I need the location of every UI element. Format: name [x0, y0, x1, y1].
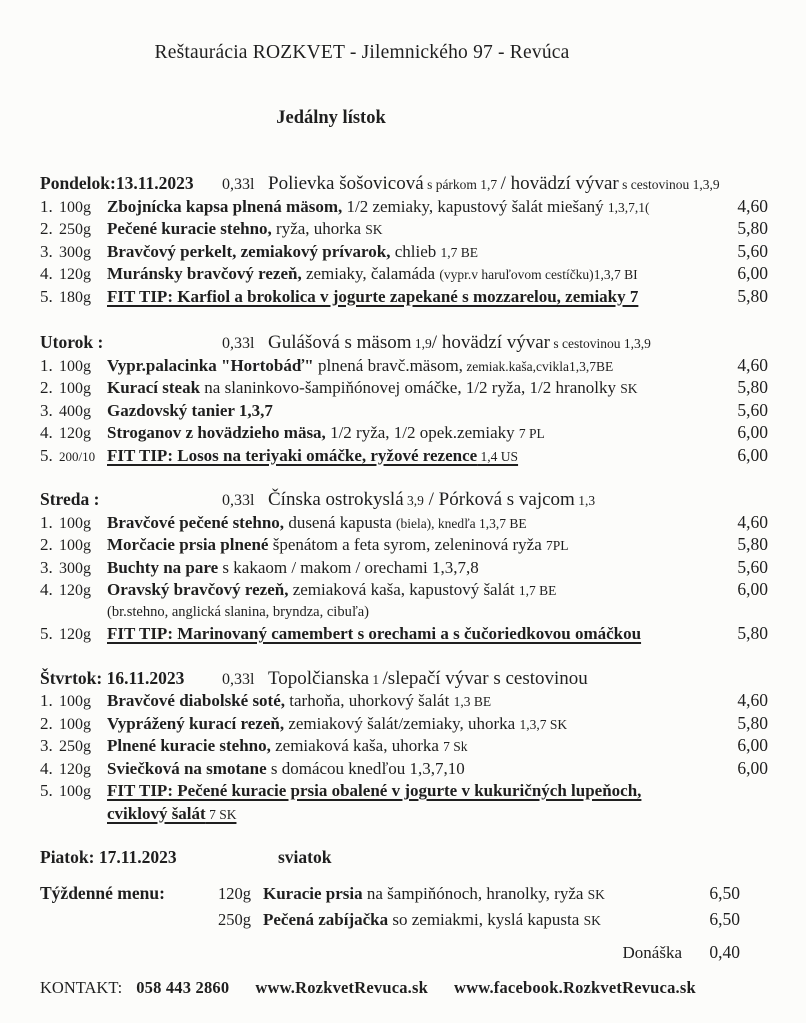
text-segment: 1,3,7 BI [593, 267, 638, 282]
item-price: 4,60 [737, 511, 768, 532]
text-segment: / hovädzí vývar [500, 173, 619, 194]
day-label: Streda : [40, 489, 100, 509]
text-segment: Kuracie prsia [263, 883, 363, 903]
text-segment: Stroganov z hovädzieho mäsa, [107, 423, 326, 442]
text-segment: 3,9 [403, 493, 424, 508]
menu-body [40, 173, 768, 965]
text-segment: zemiaková kaša, uhorka [270, 736, 444, 755]
text-segment: na slaninkovo-šampiňónovej omáčke, 1/2 ryža, 1/2 hranolky [200, 378, 621, 397]
text-segment: 1 [369, 671, 383, 687]
text-segment: špenátom a feta syrom, zeleninová ryža [268, 535, 547, 554]
soup-volume: 0,33l [222, 492, 255, 509]
soup-volume: 0,33l [222, 176, 255, 193]
text-segment: FIT TIP: Karfiol a brokolica v jogurte zapekané s mozzarelou, zemiaky 7 [107, 286, 639, 306]
item-price: 6,00 [737, 422, 768, 442]
item-description [107, 579, 710, 602]
text-segment: 1,4 US [477, 448, 519, 464]
menu-item-row [40, 377, 768, 400]
text-segment: zemiaky, čalamáda [301, 264, 440, 283]
text-segment: 1,3,7 SK [519, 716, 568, 732]
menu-item-row [40, 512, 768, 535]
contact-phone: 058 443 2860 [136, 977, 230, 997]
item-quantity: 100g [59, 380, 91, 397]
menu-item-row [40, 780, 768, 803]
item-number: 4. [40, 264, 53, 283]
item-price: 5,80 [737, 534, 768, 554]
item-description [107, 445, 710, 468]
item-quantity: 300g [59, 559, 91, 577]
delivery-label: Donáška [622, 942, 682, 962]
text-segment: Polievka šošovicová [268, 173, 424, 194]
item-quantity: 100g [59, 693, 91, 710]
text-segment: cviklový šalát [107, 803, 206, 823]
text-segment: Oravský bravčový rezeň, [107, 580, 289, 599]
text-segment: Topolčianska [268, 667, 370, 689]
item-price: 4,60 [737, 354, 768, 375]
day-header-streda [40, 489, 768, 512]
item-description [107, 623, 710, 645]
text-segment: / hovädzí vývar [431, 332, 550, 353]
text-segment: s cestovinou 1,3,9 [618, 177, 720, 192]
item-description [107, 286, 710, 308]
text-segment: zemiakový šalát/zemiaky, uhorka [284, 713, 520, 733]
item-description [107, 422, 710, 445]
menu-heading: Jedálny lístok [276, 108, 386, 128]
item-number: 3. [40, 736, 53, 755]
text-segment: Bravčové diabolské soté, [107, 691, 286, 710]
item-number: 3. [40, 400, 53, 420]
menu-item-row [40, 241, 768, 264]
text-segment: / Pórková s vajcom [423, 489, 575, 510]
item-description [107, 512, 710, 535]
item-quantity: 200/10 [59, 448, 96, 464]
item-description [107, 355, 710, 378]
item-price: 5,60 [737, 399, 768, 420]
menu-item-row [40, 758, 768, 781]
item-number: 5. [40, 624, 53, 643]
text-segment: s kakaom / makom / orechami 1,3,7,8 [218, 557, 479, 577]
item-description [107, 557, 710, 579]
text-segment: 1,7 BE [440, 244, 479, 260]
item-quantity: 120g [59, 760, 91, 778]
item-price: 5,80 [737, 712, 768, 733]
soup-description [268, 489, 768, 512]
menu-item-row [40, 557, 768, 580]
text-segment: 7 PL [518, 426, 545, 441]
item-note: (br.stehno, anglická slanina, bryndza, cibuľa) [107, 603, 369, 620]
item-number: 5. [40, 781, 53, 800]
soup-volume: 0,33l [222, 335, 255, 352]
item-description [107, 780, 710, 802]
item-description [107, 377, 710, 400]
text-segment: FIT TIP: Marinovaný camembert s orechami a s čučoriedkovou omáčkou [107, 624, 642, 643]
item-description [107, 218, 710, 241]
text-segment: Gazdovský tanier 1,3,7 [107, 400, 273, 420]
text-segment: Buchty na pare [107, 557, 219, 577]
item-number: 4. [40, 580, 53, 599]
text-segment: Vyprážený kurací rezeň, [107, 713, 285, 733]
menu-item-row [40, 579, 768, 602]
text-segment: 1/2 zemiaky, kapustový šalát miešaný [342, 196, 608, 216]
weekly-menu-label: Týždenné menu: [40, 882, 165, 903]
text-segment: Vypr.palacinka "Hortobáď" [107, 355, 314, 375]
text-segment: Gulášová s mäsom [268, 332, 412, 353]
item-price: 5,80 [737, 377, 768, 397]
contact-line [40, 977, 768, 999]
text-segment: s cestovinou 1,3,9 [549, 336, 651, 351]
soup-volume: 0,33l [222, 670, 255, 688]
item-number: 2. [40, 219, 53, 238]
holiday-note: sviatok [278, 847, 332, 867]
item-quantity: 300g [59, 243, 91, 261]
item-quantity: 100g [59, 537, 91, 554]
text-segment: FIT TIP: Pečené kuracie prsia obalené v jogurte v kukuričných lupeňoch, [107, 781, 642, 800]
item-price: 5,60 [737, 240, 768, 261]
item-quantity: 100g [59, 715, 91, 733]
text-segment: s domácou knedľou 1,3,7,10 [266, 758, 465, 778]
contact-facebook: www.facebook.RozkvetRevuca.sk [454, 977, 696, 997]
item-price: 6,00 [737, 735, 768, 755]
item-number: 3. [40, 557, 53, 577]
day-header-piatok [40, 847, 768, 869]
section-tyzdenne-menu [40, 881, 768, 965]
menu-item-row [40, 735, 768, 758]
item-description [107, 713, 710, 736]
text-segment: Pečené kuracie stehno, [107, 219, 272, 238]
item-price: 5,80 [737, 285, 768, 306]
item-quantity: 100g [59, 357, 91, 375]
item-quantity: 120g [59, 266, 91, 283]
text-segment: zemiaková kaša, kapustový šalát [288, 580, 519, 599]
text-segment: FIT TIP: Losos na teriyaki omáčke, ryžové rezence [107, 445, 478, 465]
item-continuation-row [40, 803, 768, 826]
text-segment: SK [365, 222, 383, 237]
item-quantity: 100g [59, 514, 91, 532]
text-segment: SK [587, 886, 605, 902]
section-pondelok [40, 173, 768, 308]
text-segment: Pečená zabíjačka [263, 909, 389, 929]
item-note-row [40, 602, 768, 624]
item-quantity: 180g [59, 288, 91, 306]
item-price: 6,50 [709, 882, 740, 903]
item-quantity: 100g [59, 783, 91, 800]
item-quantity: 250g [59, 738, 91, 755]
day-label: Pondelok:13.11.2023 [40, 173, 194, 193]
text-segment: 1,9 [411, 336, 432, 351]
menu-item-row [40, 445, 768, 468]
text-segment: Zbojnícka kapsa plnená mäsom, [107, 196, 343, 216]
day-label: Utorok : [40, 332, 104, 352]
text-segment: Plnené kuracie stehno, [107, 736, 271, 755]
item-description [107, 690, 710, 713]
contact-website: www.RozkvetRevuca.sk [255, 977, 429, 997]
text-segment: Bravčový perkelt, zemiakový prívarok, [107, 241, 391, 261]
item-price: 6,00 [737, 757, 768, 778]
item-price: 6,00 [737, 444, 768, 465]
text-segment: s párkom 1,7 [423, 177, 501, 192]
item-number: 4. [40, 758, 53, 778]
text-segment: SK [620, 381, 638, 396]
section-piatok [40, 847, 768, 869]
item-number: 2. [40, 378, 53, 397]
item-description [107, 241, 710, 264]
item-price: 6,50 [709, 908, 740, 929]
menu-item-row [40, 422, 768, 445]
menu-item-row [40, 400, 768, 423]
item-description [107, 400, 710, 422]
item-number: 1. [40, 512, 53, 532]
text-segment: 1,3 BE [453, 694, 492, 709]
delivery-price: 0,40 [709, 941, 740, 962]
item-number: 4. [40, 423, 53, 442]
item-quantity: 120g [218, 883, 251, 903]
menu-item-row [40, 713, 768, 736]
text-segment: Kurací steak [107, 378, 201, 397]
soup-description [268, 668, 768, 691]
item-price: 6,00 [737, 579, 768, 599]
item-price: 4,60 [737, 690, 768, 710]
item-quantity: 120g [59, 626, 91, 643]
soup-description [268, 332, 768, 355]
delivery-row [40, 940, 768, 965]
text-segment: zemiak.kaša,cvikla1,3,7BE [462, 358, 614, 374]
menu-item-row [40, 623, 768, 646]
menu-item-row [40, 263, 768, 286]
text-segment: 1,7 BE [518, 583, 557, 598]
menu-item-row [40, 355, 768, 378]
item-price: 5,80 [737, 218, 768, 238]
section-utorok [40, 332, 768, 467]
item-price: 6,00 [737, 263, 768, 283]
item-price: 5,60 [737, 556, 768, 577]
text-segment: na šampiňónoch, hranolky, ryža [362, 883, 588, 903]
item-description-continued [107, 803, 236, 826]
text-segment: 7PL [546, 538, 569, 553]
item-number: 3. [40, 241, 53, 261]
item-number: 1. [40, 691, 53, 710]
section-streda [40, 489, 768, 646]
item-quantity: 120g [59, 425, 91, 442]
text-segment: Bravčové pečené stehno, [107, 512, 285, 532]
item-number: 2. [40, 535, 53, 554]
text-segment: 1/2 ryža, 1/2 opek.zemiaky [325, 423, 519, 442]
restaurant-title: Reštaurácia ROZKVET - Jilemnického 97 - Revúca [154, 42, 570, 63]
item-quantity: 120g [59, 582, 91, 599]
item-quantity: 100g [59, 198, 91, 216]
text-segment: Sviečková na smotane [107, 758, 267, 778]
item-description [107, 758, 710, 780]
weekly-item-row [40, 907, 768, 933]
item-description [107, 263, 710, 286]
contact-label: KONTAKT: [40, 977, 123, 997]
day-header-stvrtok [40, 668, 768, 691]
item-quantity: 250g [218, 909, 251, 929]
item-number: 5. [40, 286, 53, 306]
text-segment: plnená bravč.mäsom, [313, 355, 463, 375]
menu-item-row [40, 286, 768, 309]
item-description [107, 735, 710, 758]
day-label: Piatok: 17.11.2023 [40, 847, 177, 867]
item-description [263, 881, 682, 907]
menu-item-row [40, 690, 768, 713]
text-segment: SK [583, 912, 601, 928]
section-stvrtok [40, 668, 768, 826]
item-number: 5. [40, 445, 53, 465]
item-number: 2. [40, 713, 53, 733]
menu-item-row [40, 196, 768, 219]
menu-item-row [40, 534, 768, 557]
item-quantity: 250g [59, 221, 91, 238]
text-segment: Morčacie prsia plnené [107, 535, 269, 554]
text-segment: /slepačí vývar s cestovinou [382, 667, 588, 689]
item-quantity: 400g [59, 402, 91, 420]
text-segment: 1,3,7,1( [607, 199, 650, 215]
text-segment: dusená kapusta [284, 512, 396, 532]
item-number: 1. [40, 196, 53, 216]
menu-item-row [40, 218, 768, 241]
text-segment: 1,3 [574, 493, 596, 508]
day-label: Štvrtok: 16.11.2023 [40, 667, 185, 688]
text-segment: ryža, uhorka [271, 219, 366, 238]
text-segment: Muránsky bravčový rezeň, [107, 264, 302, 283]
item-price: 5,80 [737, 623, 768, 643]
weekly-item-row [40, 881, 768, 907]
text-segment: so zemiakmi, kyslá kapusta [388, 909, 584, 929]
item-description [107, 534, 710, 557]
item-description [263, 907, 682, 933]
item-price: 4,60 [737, 195, 768, 216]
soup-description [268, 173, 768, 196]
text-segment: chlieb [390, 241, 441, 261]
text-segment: tarhoňa, uhorkový šalát [285, 691, 454, 710]
item-number: 1. [40, 355, 53, 375]
day-header-pondelok [40, 173, 768, 196]
text-segment: 7 Sk [443, 739, 468, 754]
text-segment: (vypr.v haruľovom cestíčku) [439, 267, 594, 282]
day-header-utorok [40, 332, 768, 355]
text-segment: Čínska ostrokyslá [268, 489, 404, 510]
text-segment: 7 SK [205, 806, 237, 822]
item-description [107, 196, 710, 219]
text-segment: (biela), knedľa 1,3,7 BE [395, 515, 527, 531]
